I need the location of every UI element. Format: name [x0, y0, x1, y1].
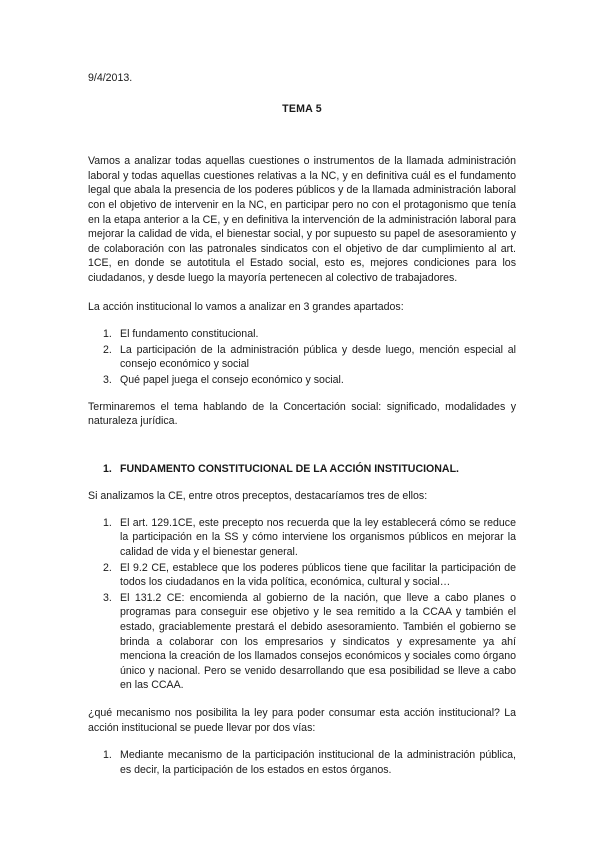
list-item-number: 2.	[103, 343, 112, 356]
institutional-ways-list	[88, 748, 516, 777]
list-item	[88, 373, 516, 388]
section-title: FUNDAMENTO CONSTITUCIONAL DE LA ACCIÓN INSTITUCIONAL.	[120, 462, 459, 475]
list-item-number: 1.	[103, 749, 112, 762]
list-item-number: 3.	[103, 373, 112, 386]
intro-outline-list	[88, 327, 516, 387]
intro-lead: La acción institucional lo vamos a analizar en 3 grandes apartados:	[88, 300, 404, 313]
list-item-number: 1.	[103, 516, 112, 529]
list-item-number: 3.	[103, 591, 112, 604]
section-lead: Si analizamos la CE, entre otros preceptos, destacaríamos tres de ellos:	[88, 490, 428, 503]
intro-conclusion: Terminaremos el tema hablando de la Concertación social: significado, modalidades y naturaleza jurídica.	[88, 400, 516, 428]
list-item	[88, 591, 516, 693]
list-item-text: Mediante mecanismo de la participación institucional de la administración pública, es decir, la participación de los estados en estos órganos.	[120, 749, 516, 776]
list-item-text: Qué papel juega el consejo económico y social.	[120, 373, 344, 386]
list-item-text: El 131.2 CE: encomienda al gobierno de la nación, que lleve a cabo planes o programas para conseguir ese objetivo y le sea remitido a la CCAA y también el estado, graciablemente prestará el debido asesoramiento. También el gobierno se brinda a colaborar con los empresarios y sindicatos y expresamente ya ahí menciona la creación de los llamados consejos económicos y sociales como órgano único y nacional. Pero se venido desarrollando que esa posibilidad se lleve a cabo en las CCAA.	[120, 591, 516, 692]
list-item	[88, 561, 516, 590]
list-item-text: El fundamento constitucional.	[120, 328, 259, 341]
intro-paragraph: Vamos a analizar todas aquellas cuestiones o instrumentos de la llamada administración laboral y todas aquellas cuestiones relativas a la NC, y en definitiva cuál es el fundamento legal que abala la presencia de los poderes públicos y de la llamada administración laboral con el objetivo de intervenir en la NC, en participar pero no con el protagonismo que tenía en la etapa anterior a la CE, y en definitiva la intervención de la administración laboral para mejorar la calidad de vida, el bienestar social, y por supuesto su papel de asesoramiento y de colaboración con las patronales sindicatos con el objetivo de dar cumplimiento al art. 1CE, en donde se autotitula el Estado social, esto es, mejores condiciones para los ciudadanos, y desde luego la mayoría pertenecen al colectivo de trabajadores.	[88, 155, 516, 284]
list-item-number: 2.	[103, 561, 112, 574]
list-item	[88, 343, 516, 372]
list-item-text: La participación de la administración pública y desde luego, mención especial al consejo económico y social	[120, 343, 516, 371]
section-number: 1.	[103, 462, 112, 475]
document-title: TEMA 5	[282, 102, 322, 115]
section-heading	[88, 462, 516, 477]
constitutional-articles-list	[88, 516, 516, 693]
list-item-number: 1.	[103, 328, 112, 341]
list-item-text: El 9.2 CE, establece que los poderes públicos tiene que facilitar la participación de todos los ciudadanos en la vida política, económica, cultural y social…	[120, 561, 516, 589]
list-item	[88, 327, 516, 342]
list-item	[88, 516, 516, 560]
list-item	[88, 748, 516, 777]
document-date: 9/4/2013.	[88, 72, 133, 84]
section-question: ¿qué mecanismo nos posibilita la ley para poder consumar esta acción institucional? La acción institucional se puede llevar por dos vías:	[88, 707, 516, 734]
list-item-text: El art. 129.1CE, este precepto nos recuerda que la ley establecerá cómo se reduce la participación en la SS y cómo interviene los organismos públicos en mejorar la calidad de vida y el bienestar general.	[120, 516, 516, 559]
